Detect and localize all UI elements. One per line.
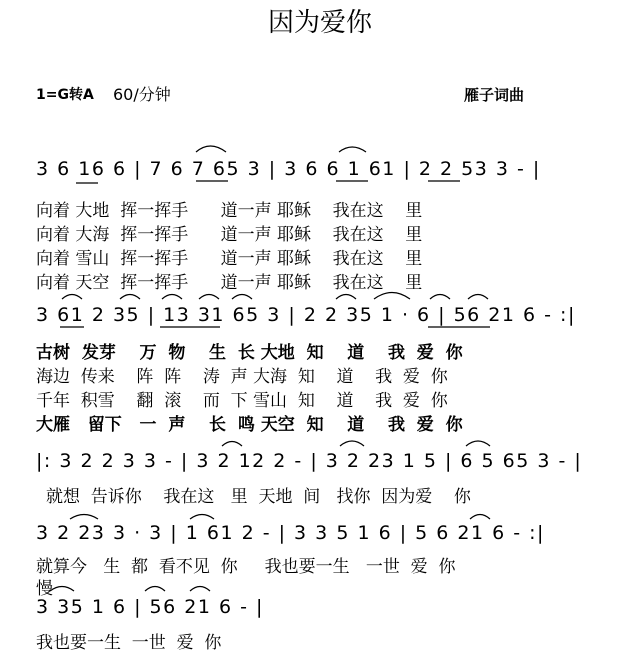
key-signature: 1=G转A xyxy=(36,87,94,103)
stave-2-lyric-2: 海边 传来 阵 阵 涛 声 大海 知 道 我 爱 你 xyxy=(36,367,448,387)
slur-mark xyxy=(339,147,366,152)
slur-mark xyxy=(374,293,410,300)
stave-3-notes: |: 3 2 2 3 3 - | 3 2 12 2 - | 3 2 23 1 5 | 6 5 65 3 - | xyxy=(36,450,583,472)
stave-1-lyric-4: 向着 天空 挥一挥手 道一声 耶稣 我在这 里 xyxy=(36,273,423,293)
slur-mark xyxy=(222,442,242,447)
slur-mark xyxy=(70,515,98,520)
slur-mark xyxy=(430,295,450,300)
slur-mark xyxy=(145,587,165,592)
stave-4-lyric-2: 慢 xyxy=(36,579,53,599)
slur-mark xyxy=(196,146,226,152)
stave-1-notes: 3 6 16 6 | 7 6 7 65 3 | 3 6 6 1 61 | 2 2 53 3 - | xyxy=(36,158,541,180)
stave-2-lyric-1: 古树 发芽 万 物 生 长 大地 知 道 我 爱 你 xyxy=(36,343,463,363)
slur-mark xyxy=(340,441,364,446)
slur-mark xyxy=(50,587,74,592)
stave-4-lyric-1: 就算今 生 都 看不见 你 我也要一生 一世 爱 你 xyxy=(36,557,456,577)
stave-2-notes: 3 61 2 35 | 13 31 65 3 | 2 2 35 1 · 6 | 56 21 6 - :| xyxy=(36,304,576,326)
slur-mark xyxy=(190,515,214,520)
slur-mark xyxy=(468,295,488,300)
slur-mark xyxy=(199,295,219,300)
stave-5-notes: 3 35 1 6 | 56 21 6 - | xyxy=(36,596,264,618)
stave-1-lyric-1: 向着 大地 挥一挥手 道一声 耶稣 我在这 里 xyxy=(36,201,423,221)
stave-1-lyric-2: 向着 大海 挥一挥手 道一声 耶稣 我在这 里 xyxy=(36,225,423,245)
slur-mark xyxy=(232,295,252,300)
slur-mark xyxy=(62,295,82,300)
composer-credit: 雁子词曲 xyxy=(464,86,525,104)
slur-mark xyxy=(190,587,210,592)
slur-mark xyxy=(470,515,490,520)
stave-2-lyric-3: 千年 积雪 翻 滚 而 下 雪山 知 道 我 爱 你 xyxy=(36,391,448,411)
tempo-marking: 60/分钟 xyxy=(113,85,171,104)
slur-mark xyxy=(466,441,490,446)
stave-1-lyric-3: 向着 雪山 挥一挥手 道一声 耶稣 我在这 里 xyxy=(36,249,423,269)
stave-4-notes: 3 2 23 3 · 3 | 1 61 2 - | 3 3 5 1 6 | 5 6 21 6 - :| xyxy=(36,522,545,544)
stave-5-lyric-1: 我也要一生 一世 爱 你 xyxy=(36,633,222,653)
slur-mark xyxy=(162,295,182,300)
slur-mark xyxy=(120,295,140,300)
stave-3-lyric-1: 就想 告诉你 我在这 里 天地 间 找你 因为爱 你 xyxy=(46,487,471,507)
slur-mark xyxy=(336,295,356,300)
stave-2-lyric-4: 大雁 留下 一 声 长 鸣 天空 知 道 我 爱 你 xyxy=(36,415,463,435)
song-title: 因为爱你 xyxy=(267,8,372,38)
